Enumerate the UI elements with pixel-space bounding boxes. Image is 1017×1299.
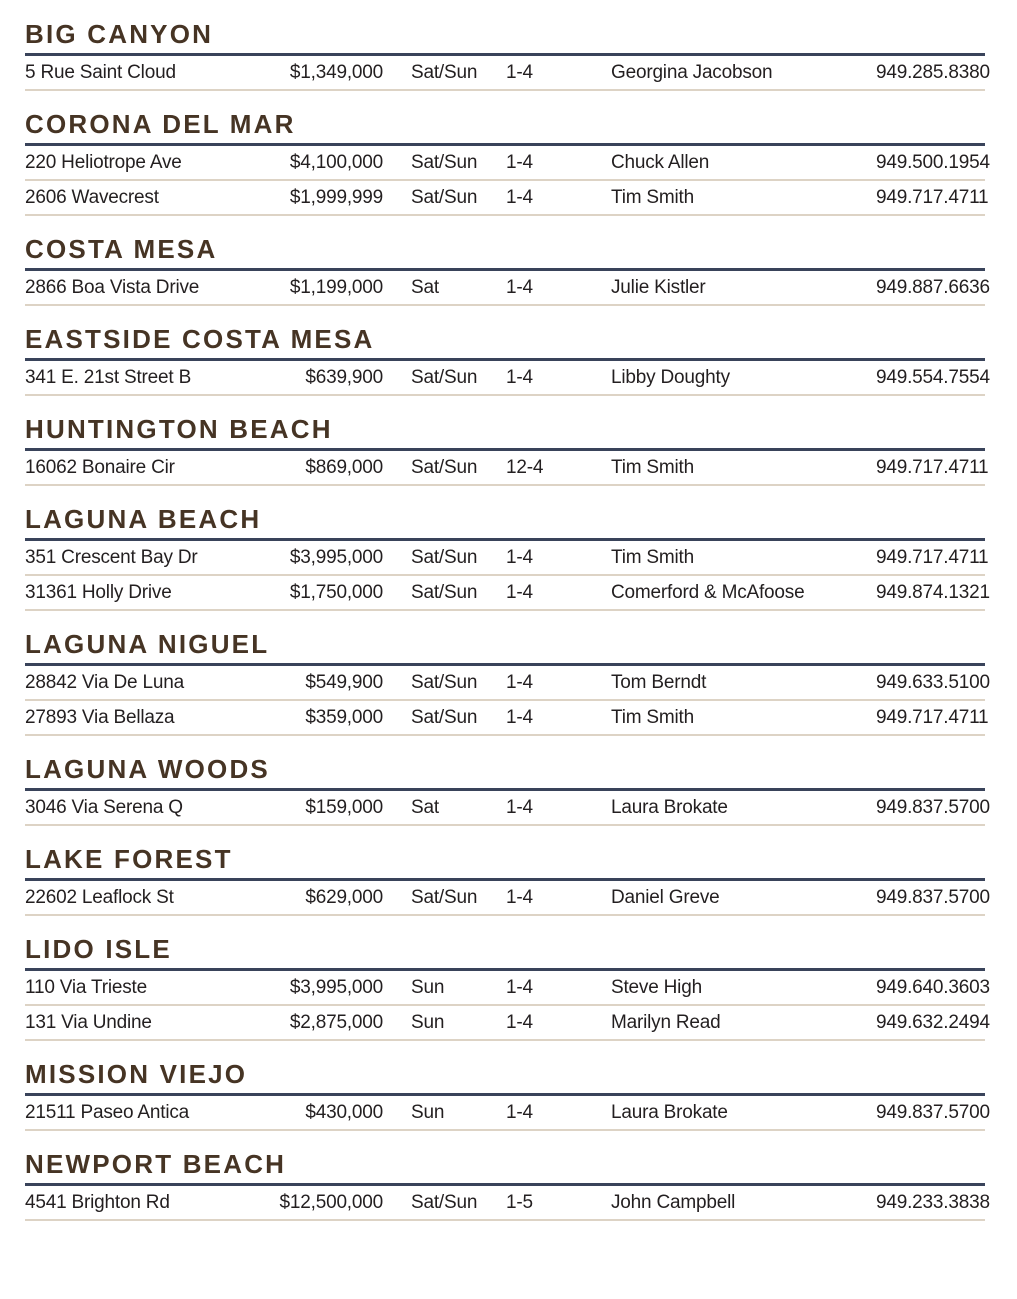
listing-hours: 1-4 — [506, 1011, 533, 1033]
listing-days: Sat — [411, 796, 439, 818]
listing-row — [25, 181, 989, 216]
listing-row — [25, 576, 990, 611]
listing-price: $3,995,000 — [289, 546, 383, 568]
listing-phone: 949.717.4711 — [876, 186, 989, 208]
listing-address: 2866 Boa Vista Drive — [25, 276, 200, 298]
listing-days: Sat/Sun — [411, 581, 478, 603]
city-heading: NEWPORT BEACH — [25, 1150, 985, 1186]
listing-address: 341 E. 21st Street B — [25, 366, 192, 388]
listing-agent: Tim Smith — [611, 186, 694, 208]
listing-address: 3046 Via Serena Q — [25, 796, 183, 818]
listing-price: $629,000 — [305, 886, 383, 908]
city-heading: COSTA MESA — [25, 235, 985, 271]
listing-agent: Libby Doughty — [611, 366, 730, 388]
listing-address: 351 Crescent Bay Dr — [25, 546, 198, 568]
city-section — [25, 1059, 990, 1131]
listing-hours: 1-4 — [506, 706, 533, 728]
listing-address: 220 Heliotrope Ave — [25, 151, 182, 173]
city-heading: LAGUNA NIGUEL — [25, 630, 985, 666]
city-section — [25, 19, 990, 91]
city-section — [25, 754, 990, 826]
listing-price: $1,750,000 — [289, 581, 383, 603]
listing-phone: 949.837.5700 — [876, 1101, 990, 1123]
city-heading: MISSION VIEJO — [25, 1060, 985, 1096]
listing-price: $4,100,000 — [289, 151, 383, 173]
city-heading: CORONA DEL MAR — [25, 110, 985, 146]
city-section — [25, 109, 990, 216]
listing-price: $12,500,000 — [279, 1191, 383, 1213]
city-heading: LAGUNA BEACH — [25, 505, 985, 541]
city-heading: EASTSIDE COSTA MESA — [25, 325, 985, 361]
city-heading: HUNTINGTON BEACH — [25, 415, 985, 451]
listing-row — [25, 971, 990, 1006]
listing-phone: 949.887.6636 — [876, 276, 990, 298]
listing-phone: 949.717.4711 — [876, 706, 989, 728]
city-heading: LAGUNA WOODS — [25, 755, 985, 791]
listing-days: Sat/Sun — [411, 151, 478, 173]
listing-price: $1,999,999 — [289, 186, 383, 208]
listing-agent: Marilyn Read — [611, 1011, 721, 1033]
listing-price: $3,995,000 — [289, 976, 383, 998]
listing-price: $549,900 — [305, 671, 383, 693]
listing-days: Sat — [411, 276, 439, 298]
listing-price: $869,000 — [305, 456, 383, 478]
listing-address: 28842 Via De Luna — [25, 671, 184, 693]
listing-price: $359,000 — [305, 706, 383, 728]
city-heading: LAKE FOREST — [25, 845, 985, 881]
city-section — [25, 1149, 990, 1221]
listing-agent: Comerford & McAfoose — [611, 581, 805, 603]
listing-phone: 949.640.3603 — [876, 976, 990, 998]
listing-hours: 1-4 — [506, 581, 533, 603]
listing-phone: 949.632.2494 — [876, 1011, 990, 1033]
listing-agent: Laura Brokate — [611, 1101, 728, 1123]
listing-phone: 949.285.8380 — [876, 61, 990, 83]
listing-days: Sat/Sun — [411, 1191, 478, 1213]
listing-phone: 949.500.1954 — [876, 151, 990, 173]
listing-days: Sat/Sun — [411, 456, 478, 478]
listing-price: $2,875,000 — [289, 1011, 383, 1033]
city-section — [25, 504, 990, 611]
listing-address: 31361 Holly Drive — [25, 581, 172, 603]
listing-address: 4541 Brighton Rd — [25, 1191, 170, 1213]
listing-hours: 1-4 — [506, 1101, 533, 1123]
listing-address: 22602 Leaflock St — [25, 886, 174, 908]
listing-hours: 1-4 — [506, 151, 533, 173]
listing-phone: 949.554.7554 — [876, 366, 990, 388]
listing-hours: 1-4 — [506, 61, 533, 83]
listing-address: 21511 Paseo Antica — [25, 1101, 190, 1123]
listing-hours: 1-4 — [506, 886, 533, 908]
listing-row — [25, 666, 990, 701]
listing-row — [25, 56, 990, 91]
listing-days: Sat/Sun — [411, 886, 478, 908]
listing-address: 131 Via Undine — [25, 1011, 152, 1033]
listing-price: $1,199,000 — [289, 276, 383, 298]
listing-days: Sat/Sun — [411, 61, 478, 83]
listing-agent: John Campbell — [611, 1191, 736, 1213]
listing-days: Sat/Sun — [411, 366, 478, 388]
listing-agent: Tom Berndt — [611, 671, 707, 693]
listing-days: Sun — [411, 976, 445, 998]
listing-phone: 949.837.5700 — [876, 886, 990, 908]
listing-row — [25, 361, 990, 396]
city-section — [25, 844, 990, 916]
city-heading: BIG CANYON — [25, 20, 985, 56]
listing-agent: Georgina Jacobson — [611, 61, 773, 83]
listing-hours: 1-5 — [506, 1191, 533, 1213]
listing-address: 110 Via Trieste — [25, 976, 147, 998]
listing-row — [25, 271, 990, 306]
listing-row — [25, 881, 990, 916]
listing-agent: Tim Smith — [611, 706, 694, 728]
listing-hours: 12-4 — [506, 456, 544, 478]
city-section — [25, 234, 990, 306]
city-section — [25, 414, 989, 486]
listing-agent: Daniel Greve — [611, 886, 720, 908]
listing-phone: 949.233.3838 — [876, 1191, 990, 1213]
listing-row — [25, 541, 989, 576]
listing-hours: 1-4 — [506, 976, 533, 998]
listing-row — [25, 701, 989, 736]
listing-address: 5 Rue Saint Cloud — [25, 61, 176, 83]
listing-agent: Laura Brokate — [611, 796, 728, 818]
listing-days: Sun — [411, 1101, 445, 1123]
listing-row — [25, 146, 990, 181]
listing-price: $430,000 — [305, 1101, 383, 1123]
listing-hours: 1-4 — [506, 366, 533, 388]
city-heading: LIDO ISLE — [25, 935, 985, 971]
listing-agent: Tim Smith — [611, 456, 694, 478]
listing-agent: Chuck Allen — [611, 151, 710, 173]
listing-days: Sat/Sun — [411, 186, 478, 208]
listing-hours: 1-4 — [506, 276, 533, 298]
city-section — [25, 629, 990, 736]
listing-row — [25, 1186, 990, 1221]
listing-days: Sun — [411, 1011, 445, 1033]
listing-row — [25, 1096, 990, 1131]
listing-price: $159,000 — [305, 796, 383, 818]
listing-hours: 1-4 — [506, 796, 533, 818]
listing-address: 16062 Bonaire Cir — [25, 456, 175, 478]
listing-agent: Tim Smith — [611, 546, 694, 568]
city-section — [25, 934, 990, 1041]
listing-days: Sat/Sun — [411, 671, 478, 693]
listing-hours: 1-4 — [506, 186, 533, 208]
listing-phone: 949.717.4711 — [876, 546, 989, 568]
listing-phone: 949.717.4711 — [876, 456, 989, 478]
listing-row — [25, 451, 989, 486]
listing-agent: Steve High — [611, 976, 702, 998]
listing-row — [25, 791, 990, 826]
listing-hours: 1-4 — [506, 671, 533, 693]
listing-phone: 949.837.5700 — [876, 796, 990, 818]
listing-phone: 949.633.5100 — [876, 671, 990, 693]
listing-row — [25, 1006, 990, 1041]
city-section — [25, 324, 990, 396]
listing-address: 27893 Via Bellaza — [25, 706, 175, 728]
listing-days: Sat/Sun — [411, 706, 478, 728]
listing-days: Sat/Sun — [411, 546, 478, 568]
listing-hours: 1-4 — [506, 546, 533, 568]
listings — [25, 19, 990, 1221]
listing-price: $1,349,000 — [289, 61, 383, 83]
listing-agent: Julie Kistler — [611, 276, 706, 298]
listing-price: $639,900 — [305, 366, 383, 388]
listing-phone: 949.874.1321 — [876, 581, 990, 603]
listing-address: 2606 Wavecrest — [25, 186, 159, 208]
